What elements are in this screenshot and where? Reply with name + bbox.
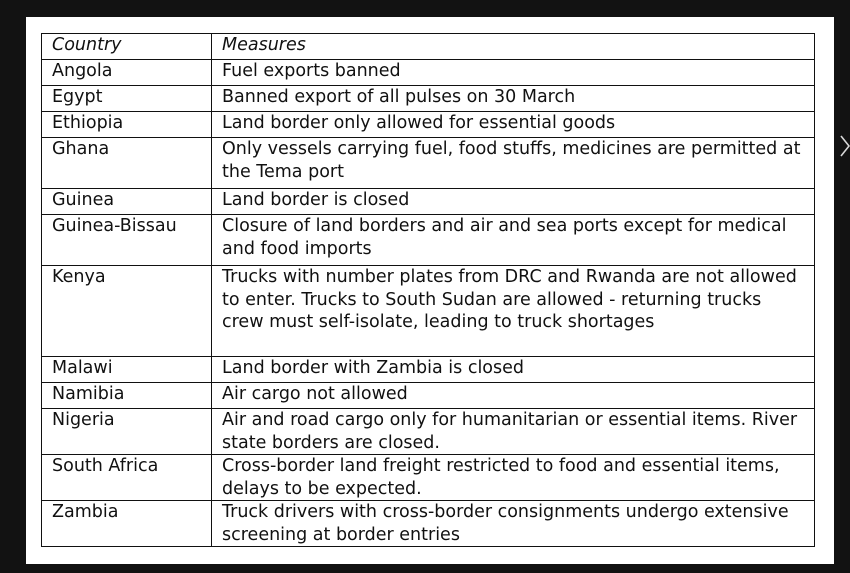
measure-cell: Land border is closed <box>212 189 815 215</box>
measure-cell: Air and road cargo only for humanitarian or essential items. River state borders are closed. <box>212 409 815 455</box>
measure-cell: Banned export of all pulses on 30 March <box>212 86 815 112</box>
country-cell: Malawi <box>42 357 212 383</box>
chevron-right-icon[interactable] <box>840 134 850 158</box>
table-header-row <box>42 34 815 60</box>
country-cell: Angola <box>42 60 212 86</box>
table-row <box>42 357 815 383</box>
table-row <box>42 409 815 455</box>
country-cell: Egypt <box>42 86 212 112</box>
measure-cell: Only vessels carrying fuel, food stuffs, medicines are permitted at the Tema port <box>212 138 815 189</box>
country-cell: Namibia <box>42 383 212 409</box>
table-row <box>42 455 815 501</box>
country-cell: Kenya <box>42 266 212 357</box>
measure-cell: Land border only allowed for essential goods <box>212 112 815 138</box>
measure-cell: Cross-border land freight restricted to food and essential items, delays to be expected. <box>212 455 815 501</box>
trade-measures-table <box>41 33 815 547</box>
table-row <box>42 60 815 86</box>
table-row <box>42 112 815 138</box>
measure-cell: Fuel exports banned <box>212 60 815 86</box>
country-cell: Ethiopia <box>42 112 212 138</box>
country-column-header: Country <box>42 34 212 60</box>
table-row <box>42 383 815 409</box>
table-row <box>42 266 815 357</box>
measure-cell: Truck drivers with cross-border consignments undergo extensive screening at border entries <box>212 501 815 547</box>
country-cell: Guinea <box>42 189 212 215</box>
measures-column-header: Measures <box>212 34 815 60</box>
document-page <box>26 17 834 564</box>
table-row <box>42 215 815 266</box>
table-row <box>42 189 815 215</box>
table-row <box>42 138 815 189</box>
measure-cell: Trucks with number plates from DRC and Rwanda are not allowed to enter. Trucks to South Sudan are allowed - returning trucks crew must self-isolate, leading to truck shortages <box>212 266 815 357</box>
measure-cell: Air cargo not allowed <box>212 383 815 409</box>
country-cell: Zambia <box>42 501 212 547</box>
country-cell: South Africa <box>42 455 212 501</box>
country-cell: Nigeria <box>42 409 212 455</box>
table-row <box>42 86 815 112</box>
measure-cell: Land border with Zambia is closed <box>212 357 815 383</box>
country-cell: Guinea-Bissau <box>42 215 212 266</box>
table-row <box>42 501 815 547</box>
measure-cell: Closure of land borders and air and sea ports except for medical and food imports <box>212 215 815 266</box>
country-cell: Ghana <box>42 138 212 189</box>
